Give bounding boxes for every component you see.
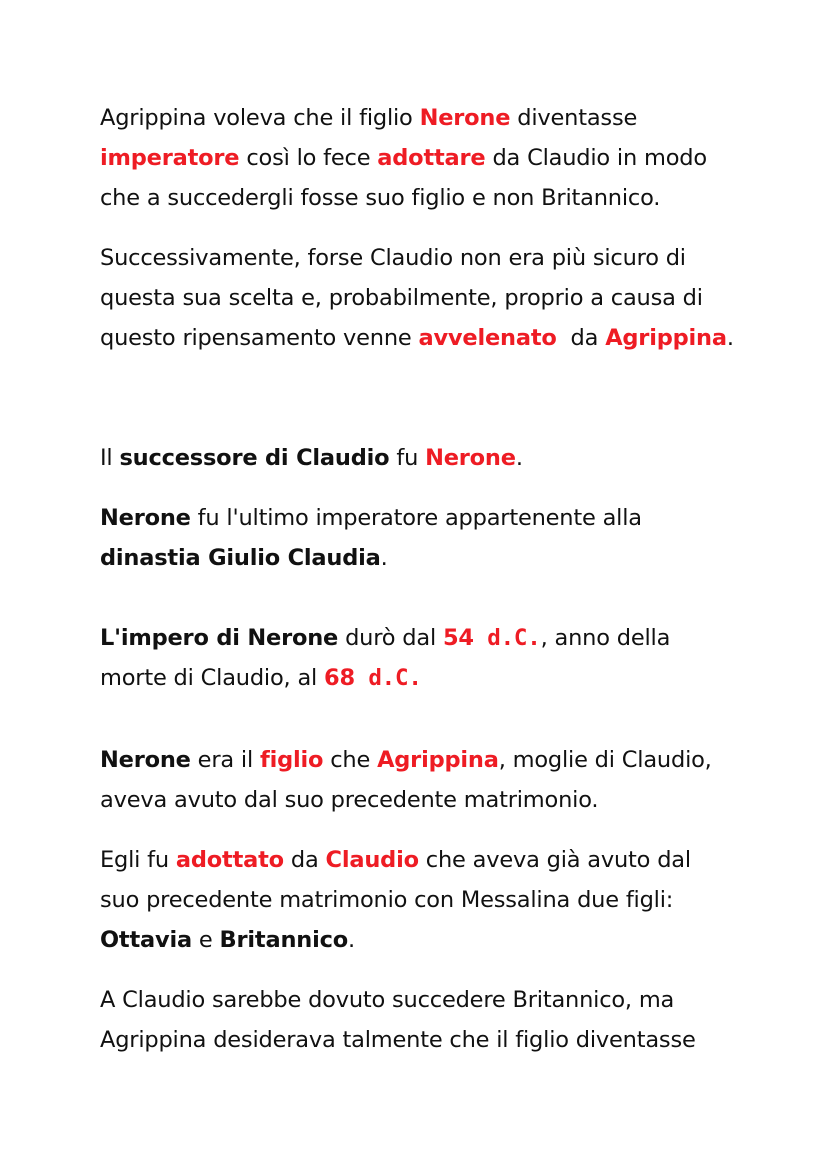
paragraph-7 [100, 840, 800, 960]
text-span: che [323, 747, 378, 773]
text-span: , moglie di Claudio, [498, 747, 712, 773]
paragraph-8 [100, 980, 800, 1060]
highlight-dc: d.C. [473, 625, 541, 651]
text-span: da Claudio in modo [485, 145, 707, 171]
highlight-avvelenato: avvelenato [418, 325, 557, 351]
text-span: questa sua scelta e, probabilmente, proprio a causa di [100, 285, 703, 311]
highlight-adottare: adottare [377, 145, 486, 171]
bold-nerone: Nerone [100, 505, 191, 531]
text-span: suo precedente matrimonio con Messalina due figli: [100, 887, 674, 913]
text-line [100, 178, 800, 218]
highlight-adottato: adottato [175, 847, 284, 873]
text-span: così lo fece [239, 145, 378, 171]
text-span: Agrippina voleva che il figlio [100, 105, 420, 131]
text-span: che aveva già avuto dal [418, 847, 691, 873]
text-line [100, 538, 800, 578]
text-span: , anno della [540, 625, 671, 651]
text-line [100, 138, 800, 178]
highlight-dc: d.C. [354, 665, 422, 691]
text-span: . [726, 325, 734, 351]
text-span: Successivamente, forse Claudio non era più sicuro di [100, 245, 686, 271]
text-line [100, 318, 800, 358]
text-span: Il [100, 445, 120, 471]
text-span: . [515, 445, 523, 471]
paragraph-6 [100, 740, 800, 820]
text-line [100, 840, 800, 880]
text-line [100, 740, 800, 780]
paragraph-3 [100, 438, 800, 478]
text-span: aveva avuto dal suo precedente matrimonio. [100, 787, 599, 813]
highlight-agrippina: Agrippina [377, 747, 499, 773]
bold-nerone: Nerone [100, 747, 191, 773]
bold-apostrophe: L' [100, 625, 121, 651]
text-span: diventasse [510, 105, 638, 131]
text-span: durò dal [338, 625, 443, 651]
text-span: morte di Claudio, al [100, 665, 325, 691]
highlight-year-54: 54 [442, 625, 474, 651]
text-line [100, 1020, 800, 1060]
text-line [100, 438, 800, 478]
text-line [100, 658, 800, 698]
text-line [100, 880, 800, 920]
highlight-agrippina: Agrippina [605, 325, 727, 351]
text-line [100, 238, 800, 278]
bold-dinastia: dinastia Giulio Claudia [100, 545, 381, 571]
bold-ottavia: Ottavia [100, 927, 192, 953]
text-span: . [380, 545, 388, 571]
text-line [100, 498, 800, 538]
highlight-nerone: Nerone [419, 105, 511, 131]
text-span: e [191, 927, 220, 953]
text-span: che a succedergli fosse suo figlio e non Britannico. [100, 185, 661, 211]
text-span: A Claudio sarebbe dovuto succedere Britannico, ma [100, 987, 675, 1013]
highlight-imperatore: imperatore [100, 145, 240, 171]
bold-successore: successore di Claudio [119, 445, 390, 471]
text-span: fu [389, 445, 426, 471]
highlight-figlio: figlio [259, 747, 324, 773]
text-span: da [283, 847, 326, 873]
text-span: questo ripensamento venne [100, 325, 419, 351]
text-line [100, 618, 800, 658]
text-span: da [556, 325, 606, 351]
text-span: . [348, 927, 355, 953]
text-span: fu l'ultimo imperatore appartenente alla [190, 505, 642, 531]
bold-impero: impero di Nerone [120, 625, 339, 651]
text-span: era il [190, 747, 260, 773]
text-span: Agrippina desiderava talmente che il figlio diventasse [100, 1027, 696, 1053]
text-span: Egli fu [100, 847, 176, 873]
text-line [100, 780, 800, 820]
paragraph-5 [100, 618, 800, 698]
paragraph-2 [100, 238, 800, 358]
text-line [100, 980, 800, 1020]
bold-britannico: Britannico [219, 927, 348, 953]
highlight-year-68: 68 [324, 665, 355, 691]
paragraph-1 [100, 98, 800, 218]
text-line [100, 278, 800, 318]
paragraph-4 [100, 498, 800, 578]
highlight-nerone: Nerone [425, 445, 516, 471]
highlight-claudio: Claudio [325, 847, 419, 873]
text-line [100, 98, 800, 138]
text-line [100, 920, 800, 960]
